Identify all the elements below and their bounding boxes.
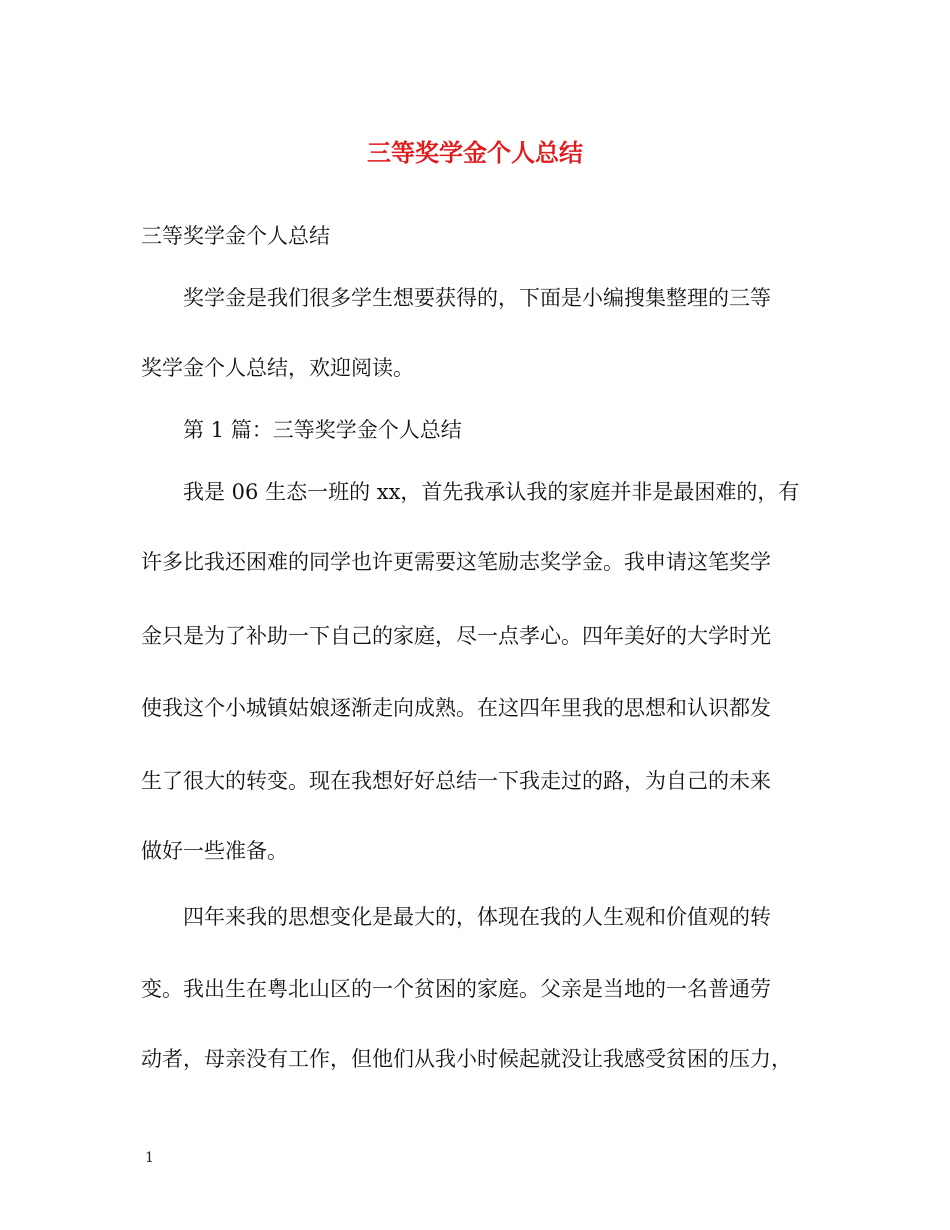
paragraph-line: 金只是为了补助一下自己的家庭，尽一点孝心。四年美好的大学时光 [141,624,771,648]
page-number: 1 [145,1150,154,1166]
paragraph-line: 使我这个小城镇姑娘逐渐走向成熟。在这四年里我的思想和认识都发 [141,696,771,720]
paragraph-line: 我是 06 生态一班的 xx，首先我承认我的家庭并非是最困难的，有 [183,480,800,504]
paragraph-line: 变。我出生在粤北山区的一个贫困的家庭。父亲是当地的一名普通劳 [141,977,771,1001]
paragraph-line: 动者，母亲没有工作，但他们从我小时候起就没让我感受贫困的压力， [141,1047,792,1071]
document-title: 三等奖学金个人总结 [367,138,583,167]
paragraph-line: 奖学金个人总结，欢迎阅读。 [141,356,414,380]
paragraph-line: 做好一些准备。 [141,839,288,863]
paragraph-line: 许多比我还困难的同学也许更需要这笔励志奖学金。我申请这笔奖学 [141,550,771,574]
section-heading: 第 1 篇：三等奖学金个人总结 [183,418,462,442]
paragraph-line: 奖学金是我们很多学生想要获得的，下面是小编搜集整理的三等 [183,286,771,310]
document-subtitle: 三等奖学金个人总结 [141,224,330,248]
paragraph-line: 四年来我的思想变化是最大的，体现在我的人生观和价值观的转 [183,905,771,929]
paragraph-line: 生了很大的转变。现在我想好好总结一下我走过的路，为自己的未来 [141,769,771,793]
